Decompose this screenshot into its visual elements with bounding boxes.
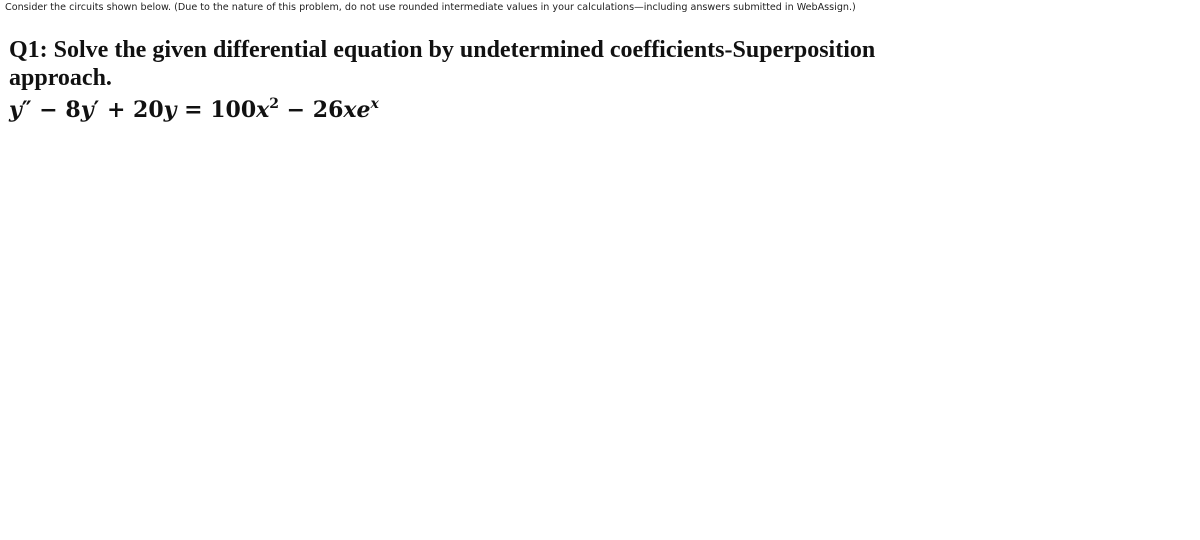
differential-equation: $y'' - 8y' + 20y = 100x^2 - 26xe^x$ [9,96,379,123]
question-prompt: Q1: Solve the given differential equation by undetermined coefficients-Superposition approach. [9,37,876,91]
intro-instructions: Consider the circuits shown below. (Due to the nature of this problem, do not use rounded intermediate values in your calculations—including answers submitted in WebAssign.) [5,2,856,13]
